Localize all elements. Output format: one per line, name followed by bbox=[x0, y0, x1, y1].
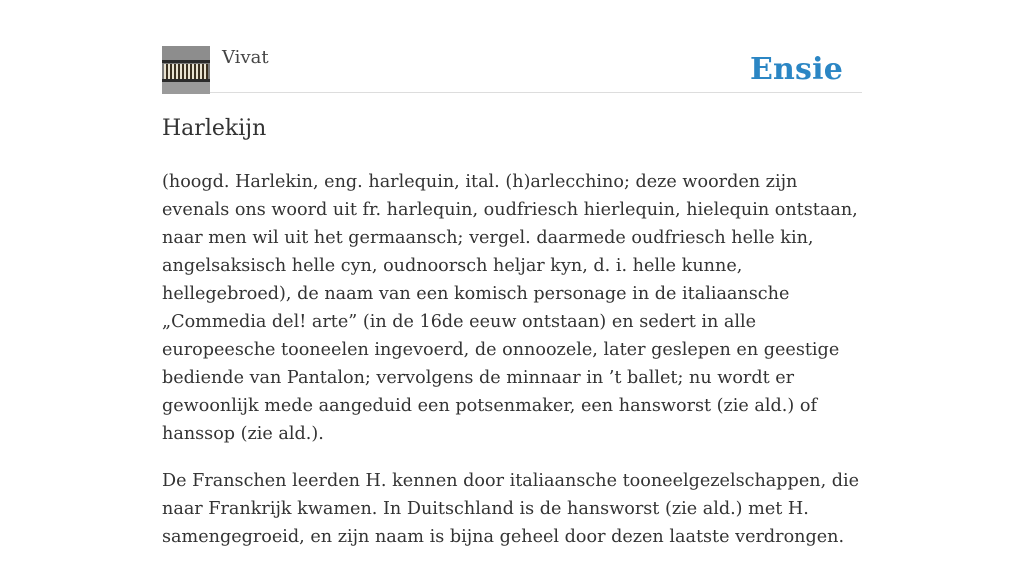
article-title: Harlekijn bbox=[162, 116, 267, 141]
header bbox=[162, 46, 862, 93]
article-paragraph: De Franschen leerden H. kennen door italiaansche tooneelgezelschappen, die naar Frankrijk kwamen. In Duitschland is de hansworst (zie ald.) met H. samengegroeid, en zijn naam is bijna geheel door dezen laatste verdrongen. bbox=[162, 471, 860, 547]
brand-logo[interactable]: Ensie bbox=[749, 52, 843, 87]
article-paragraph: (hoogd. Harlekin, eng. harlequin, ital. (h)arlecchino; deze woorden zijn evenals ons woord uit fr. harlequin, oudfriesch hierlequin, hielequin ontstaan, naar men wil uit het germaansch; vergel. daarmede oudfriesch helle kin, angelsaksisch helle cyn, oudnoorsch heljar kyn, d. i. helle kunne, hellegebroed), de naam van een komisch personage in de italiaansche „Commedia del! arte” (in de 16de eeuw ontstaan) en sedert in alle europeesche tooneelen ingevoerd, de onnoozele, later geslepen en geestige bediende van Pantalon; vervolgens de minnaar in ’t ballet; nu wordt er gewoonlijk mede aangeduid een potsenmaker, een hansworst (zie ald.) of hanssop (zie ald.). bbox=[162, 172, 858, 444]
bookshelf-image bbox=[162, 46, 210, 94]
source-name[interactable]: Vivat bbox=[222, 47, 269, 68]
article-body bbox=[162, 168, 862, 570]
source-avatar[interactable] bbox=[162, 46, 210, 94]
